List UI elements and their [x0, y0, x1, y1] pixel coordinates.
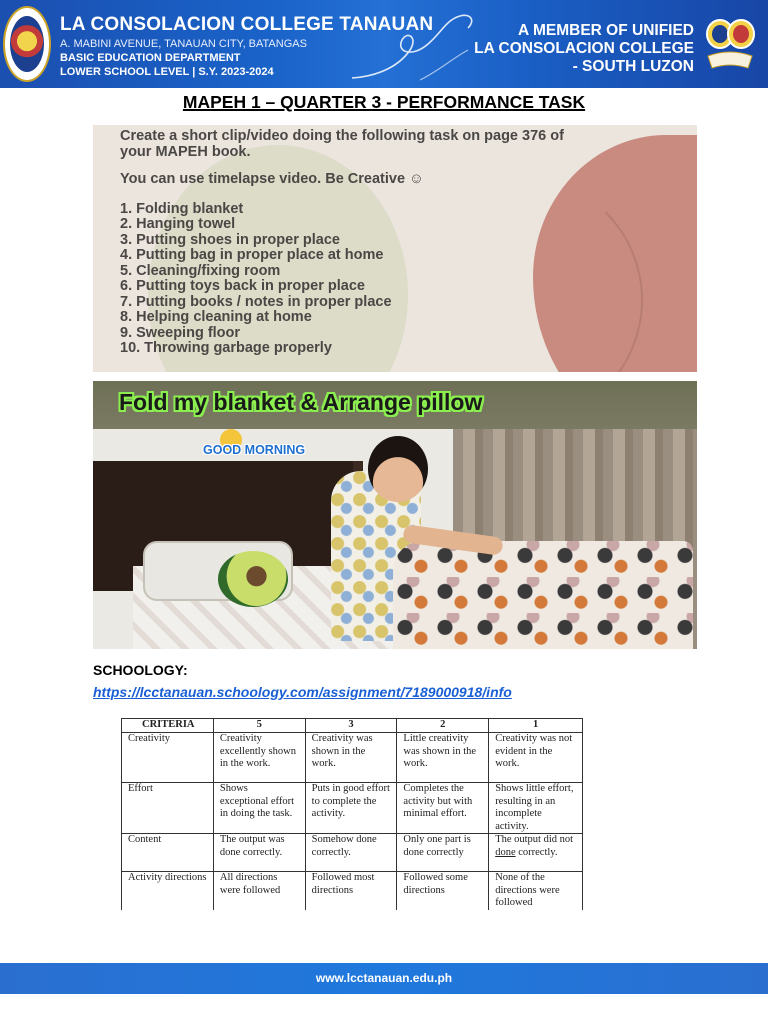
rubric-cell: Only one part is done correctly: [397, 834, 489, 872]
rubric-header-cell: 3: [305, 719, 397, 733]
rubric-criteria-cell: Creativity: [122, 733, 214, 783]
footer-url[interactable]: www.lcctanauan.edu.ph: [315, 971, 453, 985]
rubric-cell: Little creativity was shown in the work.: [397, 733, 489, 783]
rubric-row: [122, 733, 583, 783]
rubric-cell: The output did not done correctly.: [489, 834, 583, 872]
school-name: LA CONSOLACION COLLEGE TANAUAN: [60, 14, 434, 35]
rubric-row: [122, 834, 583, 872]
rubric-cell: Creativity was not evident in the work.: [489, 733, 583, 783]
rubric-cell: All directions were followed: [213, 872, 305, 910]
task-list-item: 6. Putting toys back in proper place: [120, 278, 365, 294]
rubric-cell: Puts in good effort to complete the activity.: [305, 783, 397, 834]
task-intro-line-2: your MAPEH book.: [120, 143, 251, 160]
task-list-item: 5. Cleaning/fixing room: [120, 262, 281, 279]
rubric-cell: Completes the activity but with minimal effort.: [397, 783, 489, 834]
example-photo: [93, 381, 697, 649]
member-text: [454, 22, 694, 76]
schoology-link[interactable]: https://lcctanauan.schoology.com/assignment/7189000918/info: [93, 684, 512, 700]
rubric-criteria-cell: Content: [122, 834, 214, 872]
rubric-cell: Shows exceptional effort in doing the task.: [213, 783, 305, 834]
task-note: You can use timelapse video. Be Creative ☺: [120, 171, 424, 187]
page-title: MAPEH 1 – QUARTER 3 - PERFORMANCE TASK: [182, 92, 586, 112]
rubric-cell: None of the directions were followed: [489, 872, 583, 910]
page-header: [0, 0, 768, 88]
rubric-criteria-cell: Effort: [122, 783, 214, 834]
child-head: [368, 436, 428, 502]
rubric-cell: Creativity excellently shown in the work.: [213, 733, 305, 783]
photo-caption: Fold my blanket & Arrange pillow: [119, 389, 483, 415]
task-list-item: 2. Hanging towel: [120, 216, 236, 232]
member-line-2: LA CONSOLACION COLLEGE: [474, 40, 694, 57]
schoology-label: SCHOOLOGY:: [93, 662, 188, 678]
unified-seal-logo: [704, 12, 756, 76]
rubric-cell: Creativity was shown in the work.: [305, 733, 397, 783]
good-morning-sticker: GOOD MORNING: [203, 443, 306, 457]
rubric-table: [121, 718, 583, 910]
rubric-cell: The output was done correctly.: [213, 834, 305, 872]
school-seal-logo: [3, 6, 51, 82]
department-name: BASIC EDUCATION DEPARTMENT: [60, 52, 241, 64]
rubric-header-cell: 1: [489, 719, 583, 733]
school-level: LOWER SCHOOL LEVEL | S.Y. 2023-2024: [60, 66, 274, 78]
avocado-plush: [218, 551, 288, 607]
rubric-criteria-cell: Activity directions: [122, 872, 214, 910]
task-instructions-image: [93, 125, 697, 372]
member-line-3: - SOUTH LUZON: [572, 58, 694, 75]
school-address: A. MABINI AVENUE, TANAUAN CITY, BATANGAS: [60, 38, 307, 50]
rubric-header-row: [122, 719, 583, 733]
task-intro-line-1: Create a short clip/video doing the following task on page 376 of: [120, 128, 564, 144]
rubric-cell: Shows little effort, resulting in an incomplete activity.: [489, 783, 583, 834]
task-text: [120, 129, 564, 357]
rubric-header-cell: CRITERIA: [122, 719, 214, 733]
member-line-1: A MEMBER OF UNIFIED: [518, 22, 694, 39]
task-list-item: 9. Sweeping floor: [120, 324, 241, 341]
task-list-item: 8. Helping cleaning at home: [120, 309, 312, 325]
task-list-item: 7. Putting books / notes in proper place: [120, 293, 392, 310]
task-list-item: 10. Throwing garbage properly: [120, 340, 332, 356]
task-list-item: 1. Folding blanket: [120, 200, 244, 217]
rubric-row: [122, 783, 583, 834]
rubric-row: [122, 872, 583, 910]
rubric-cell: Somehow done correctly.: [305, 834, 397, 872]
task-list: [120, 202, 564, 357]
task-list-item: 3. Putting shoes in proper place: [120, 231, 340, 248]
page-footer: [0, 963, 768, 994]
rubric-header-cell: 2: [397, 719, 489, 733]
rubric-header-cell: 5: [213, 719, 305, 733]
rubric-cell: Followed some directions: [397, 872, 489, 910]
blanket: [393, 541, 693, 649]
rubric-cell: Followed most directions: [305, 872, 397, 910]
task-list-item: 4. Putting bag in proper place at home: [120, 247, 384, 263]
